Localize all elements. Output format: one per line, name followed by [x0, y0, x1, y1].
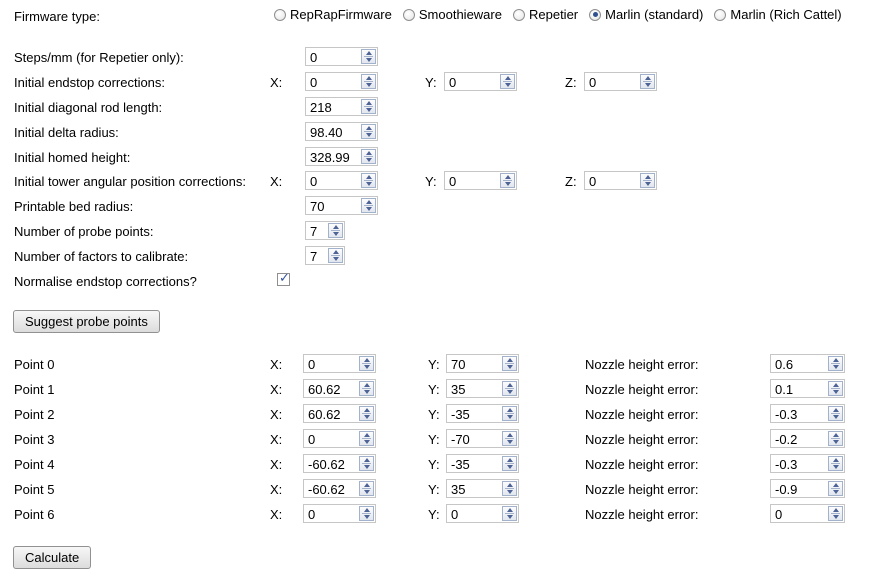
- factors-input[interactable]: [305, 246, 345, 265]
- point-1-y-input[interactable]: [446, 379, 519, 398]
- steps-mm-label: Steps/mm (for Repetier only):: [14, 50, 184, 65]
- point-5-y-input[interactable]: [446, 479, 519, 498]
- y-axis-label: Y:: [425, 174, 437, 189]
- z-axis-label: Z:: [565, 75, 577, 90]
- firmware-type-row: [0, 9, 870, 29]
- radio-option-label: Marlin (standard): [605, 7, 704, 22]
- input-value: -0.9: [775, 482, 798, 497]
- endstop-corrections-row: [0, 75, 870, 95]
- spinner-up-down-icon[interactable]: [828, 456, 843, 471]
- point-row-0: [0, 357, 870, 377]
- nozzle-height-error-label: Nozzle height error:: [585, 507, 699, 522]
- spinner-up-down-icon[interactable]: [500, 74, 515, 89]
- delta-radius-label: Initial delta radius:: [14, 125, 119, 140]
- steps-mm-row: [0, 50, 870, 70]
- tower-corrections-label: Initial tower angular position corrections:: [14, 174, 246, 189]
- spinner-up-down-icon[interactable]: [359, 506, 374, 521]
- spinner-up-down-icon[interactable]: [640, 74, 655, 89]
- input-value: -35: [451, 407, 470, 422]
- calculate-button[interactable]: Calculate: [13, 546, 91, 569]
- spinner-up-down-icon[interactable]: [361, 49, 376, 64]
- point-5-error-input[interactable]: [770, 479, 845, 498]
- point-row-3: [0, 432, 870, 452]
- input-value: -35: [451, 457, 470, 472]
- spinner-up-down-icon[interactable]: [359, 356, 374, 371]
- point-3-y-input[interactable]: [446, 429, 519, 448]
- x-axis-label: X:: [270, 432, 283, 447]
- check-icon: ✓: [279, 270, 290, 285]
- endstop-corrections-label: Initial endstop corrections:: [14, 75, 166, 90]
- spinner-up-down-icon[interactable]: [361, 173, 376, 188]
- tower-z-input[interactable]: [584, 171, 657, 190]
- radio-option-label: Repetier: [528, 7, 579, 22]
- point-label: Point 3: [14, 432, 55, 447]
- input-value: 7: [310, 224, 318, 239]
- y-axis-label: Y:: [428, 482, 440, 497]
- point-row-4: [0, 457, 870, 477]
- input-value: -0.3: [775, 457, 798, 472]
- input-value: 0: [775, 507, 783, 522]
- normalise-row: [0, 270, 870, 294]
- x-axis-label: X:: [270, 75, 283, 90]
- input-value: 70: [451, 357, 466, 372]
- nozzle-height-error-label: Nozzle height error:: [585, 457, 699, 472]
- input-value: 0: [310, 50, 318, 65]
- input-value: 0: [310, 174, 318, 189]
- x-axis-label: X:: [270, 174, 283, 189]
- spinner-up-down-icon[interactable]: [328, 248, 343, 263]
- spinner-up-down-icon[interactable]: [328, 223, 343, 238]
- spinner-up-down-icon[interactable]: [502, 456, 517, 471]
- point-2-x-input[interactable]: [303, 404, 376, 423]
- spinner-up-down-icon[interactable]: [361, 198, 376, 213]
- diagonal-rod-length-row: [0, 100, 870, 120]
- radio-icon: [274, 9, 286, 21]
- radio-icon: [714, 9, 726, 21]
- input-value: 60.62: [308, 407, 341, 422]
- nozzle-height-error-label: Nozzle height error:: [585, 382, 699, 397]
- spinner-up-down-icon[interactable]: [640, 173, 655, 188]
- firmware-option-reprapfirmware[interactable]: [274, 7, 392, 22]
- point-row-1: [0, 382, 870, 402]
- nozzle-height-error-label: Nozzle height error:: [585, 432, 699, 447]
- bed-radius-label: Printable bed radius:: [14, 199, 134, 214]
- y-axis-label: Y:: [428, 432, 440, 447]
- input-value: -70: [451, 432, 470, 447]
- radio-option-label: Smoothieware: [418, 7, 502, 22]
- y-axis-label: Y:: [428, 382, 440, 397]
- input-value: -0.3: [775, 407, 798, 422]
- spinner-up-down-icon[interactable]: [500, 173, 515, 188]
- spinner-up-down-icon[interactable]: [828, 506, 843, 521]
- input-value: 0: [449, 75, 457, 90]
- input-value: 218: [310, 100, 332, 115]
- input-value: -60.62: [308, 482, 345, 497]
- point-label: Point 4: [14, 457, 55, 472]
- spinner-up-down-icon[interactable]: [359, 456, 374, 471]
- x-axis-label: X:: [270, 357, 283, 372]
- firmware-type-label: Firmware type:: [14, 9, 100, 24]
- normalise-checkbox[interactable]: [277, 270, 290, 286]
- radio-option-label: RepRapFirmware: [290, 7, 392, 22]
- y-axis-label: Y:: [428, 507, 440, 522]
- homed-height-label: Initial homed height:: [14, 150, 131, 165]
- nozzle-height-error-label: Nozzle height error:: [585, 357, 699, 372]
- nozzle-height-error-label: Nozzle height error:: [585, 482, 699, 497]
- x-axis-label: X:: [270, 507, 283, 522]
- nozzle-height-error-label: Nozzle height error:: [585, 407, 699, 422]
- diagonal-rod-length-label: Initial diagonal rod length:: [14, 100, 163, 115]
- point-label: Point 6: [14, 507, 55, 522]
- spinner-up-down-icon[interactable]: [502, 431, 517, 446]
- input-value: -0.2: [775, 432, 798, 447]
- point-3-x-input[interactable]: [303, 429, 376, 448]
- spinner-up-down-icon[interactable]: [359, 381, 374, 396]
- tower-y-input[interactable]: [444, 171, 517, 190]
- input-value: 70: [310, 199, 325, 214]
- point-row-5: [0, 482, 870, 502]
- input-value: 98.40: [310, 125, 343, 140]
- probe-points-label: Number of probe points:: [14, 224, 154, 239]
- input-value: 0: [451, 507, 459, 522]
- point-label: Point 1: [14, 382, 55, 397]
- firmware-option-repetier[interactable]: [513, 7, 578, 22]
- input-value: 35: [451, 482, 466, 497]
- input-value: 328.99: [310, 150, 350, 165]
- delta-radius-row: [0, 125, 870, 145]
- point-1-x-input[interactable]: [303, 379, 376, 398]
- radio-option-label: Marlin (Rich Cattel): [730, 7, 842, 22]
- factors-row: [0, 249, 870, 269]
- input-value: 0.1: [775, 382, 794, 397]
- suggest-probe-points-button[interactable]: Suggest probe points: [13, 310, 160, 333]
- spinner-up-down-icon[interactable]: [502, 506, 517, 521]
- point-4-x-input[interactable]: [303, 454, 376, 473]
- point-2-y-input[interactable]: [446, 404, 519, 423]
- spinner-up-down-icon[interactable]: [359, 406, 374, 421]
- bed-radius-row: [0, 199, 870, 219]
- delta-radius-input[interactable]: [305, 122, 378, 141]
- point-4-y-input[interactable]: [446, 454, 519, 473]
- point-label: Point 2: [14, 407, 55, 422]
- spinner-up-down-icon[interactable]: [361, 74, 376, 89]
- input-value: 35: [451, 382, 466, 397]
- input-value: 0: [308, 507, 316, 522]
- steps-mm-input[interactable]: [305, 47, 378, 66]
- probe-points-input[interactable]: [305, 221, 345, 240]
- probe-points-row: [0, 224, 870, 244]
- point-0-y-input[interactable]: [446, 354, 519, 373]
- homed-height-input[interactable]: [305, 147, 378, 166]
- endstop-x-input[interactable]: [305, 72, 378, 91]
- firmware-radio-group: [274, 7, 842, 22]
- input-value: 0: [449, 174, 457, 189]
- spinner-up-down-icon[interactable]: [502, 356, 517, 371]
- spinner-up-down-icon[interactable]: [828, 406, 843, 421]
- point-3-error-input[interactable]: [770, 429, 845, 448]
- spinner-up-down-icon[interactable]: [502, 481, 517, 496]
- input-value: 60.62: [308, 382, 341, 397]
- spinner-up-down-icon[interactable]: [359, 431, 374, 446]
- point-4-error-input[interactable]: [770, 454, 845, 473]
- spinner-up-down-icon[interactable]: [361, 124, 376, 139]
- point-1-error-input[interactable]: [770, 379, 845, 398]
- spinner-up-down-icon[interactable]: [502, 381, 517, 396]
- spinner-up-down-icon[interactable]: [828, 481, 843, 496]
- radio-icon: [513, 9, 525, 21]
- point-label: Point 5: [14, 482, 55, 497]
- y-axis-label: Y:: [428, 457, 440, 472]
- spinner-up-down-icon[interactable]: [828, 381, 843, 396]
- input-value: 0: [308, 432, 316, 447]
- firmware-option-marlin-standard[interactable]: [589, 7, 703, 22]
- tower-corrections-row: [0, 174, 870, 194]
- spinner-up-down-icon[interactable]: [828, 356, 843, 371]
- point-6-x-input[interactable]: [303, 504, 376, 523]
- point-0-error-input[interactable]: [770, 354, 845, 373]
- spinner-up-down-icon[interactable]: [502, 406, 517, 421]
- point-row-6: [0, 507, 870, 527]
- input-value: 0: [589, 75, 597, 90]
- spinner-up-down-icon[interactable]: [359, 481, 374, 496]
- y-axis-label: Y:: [425, 75, 437, 90]
- y-axis-label: Y:: [428, 407, 440, 422]
- input-value: 0: [308, 357, 316, 372]
- point-2-error-input[interactable]: [770, 404, 845, 423]
- x-axis-label: X:: [270, 407, 283, 422]
- z-axis-label: Z:: [565, 174, 577, 189]
- point-6-error-input[interactable]: [770, 504, 845, 523]
- input-value: -60.62: [308, 457, 345, 472]
- input-value: 0.6: [775, 357, 794, 372]
- point-row-2: [0, 407, 870, 427]
- homed-height-row: [0, 150, 870, 170]
- x-axis-label: X:: [270, 382, 283, 397]
- input-value: 7: [310, 249, 318, 264]
- input-value: 0: [310, 75, 318, 90]
- firmware-option-smoothieware[interactable]: [403, 7, 502, 22]
- x-axis-label: X:: [270, 457, 283, 472]
- normalise-label: Normalise endstop corrections?: [14, 274, 197, 289]
- point-0-x-input[interactable]: [303, 354, 376, 373]
- x-axis-label: X:: [270, 482, 283, 497]
- bed-radius-input[interactable]: [305, 196, 378, 215]
- spinner-up-down-icon[interactable]: [361, 99, 376, 114]
- diagonal-rod-length-input[interactable]: [305, 97, 378, 116]
- point-5-x-input[interactable]: [303, 479, 376, 498]
- input-value: 0: [589, 174, 597, 189]
- spinner-up-down-icon[interactable]: [828, 431, 843, 446]
- firmware-option-marlin-rich-cattel[interactable]: [714, 7, 841, 22]
- spinner-up-down-icon[interactable]: [361, 149, 376, 164]
- y-axis-label: Y:: [428, 357, 440, 372]
- radio-icon: [589, 9, 601, 21]
- endstop-z-input[interactable]: [584, 72, 657, 91]
- point-label: Point 0: [14, 357, 55, 372]
- endstop-y-input[interactable]: [444, 72, 517, 91]
- tower-x-input[interactable]: [305, 171, 378, 190]
- factors-label: Number of factors to calibrate:: [14, 249, 189, 264]
- point-6-y-input[interactable]: [446, 504, 519, 523]
- radio-icon: [403, 9, 415, 21]
